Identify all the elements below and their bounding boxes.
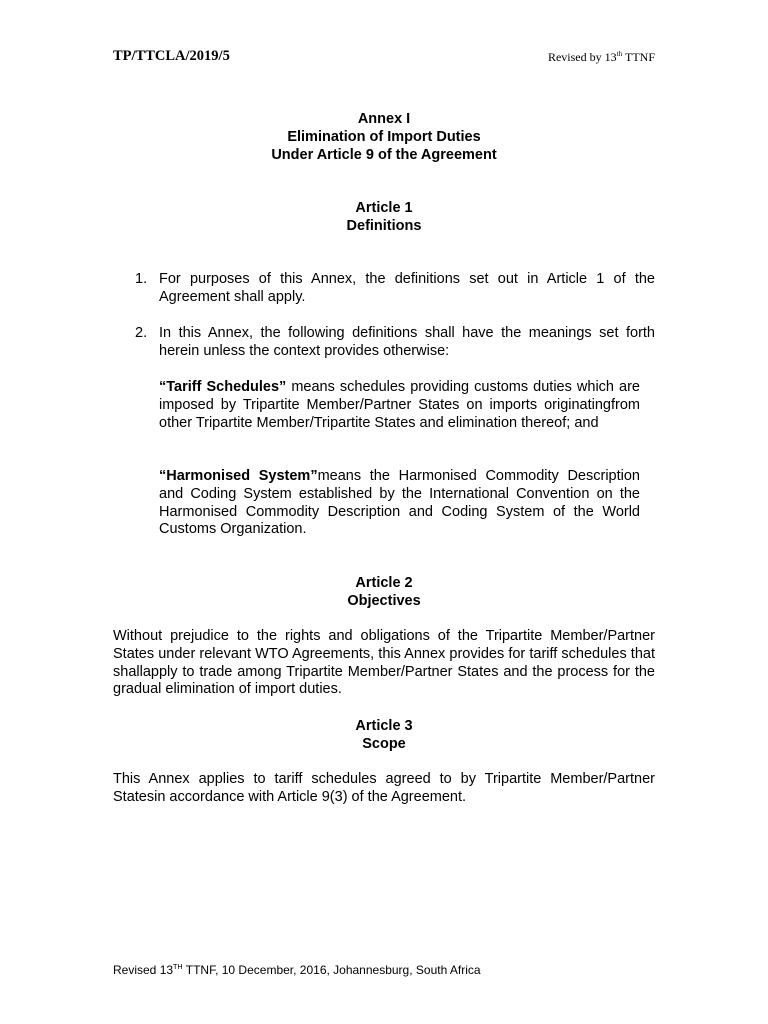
annex-title (113, 110, 655, 164)
page-footer (113, 963, 481, 977)
article2-subheading: Objectives (347, 593, 421, 609)
footer-suffix: TTNF, 10 December, 2016, Johannesburg, South Africa (182, 963, 481, 977)
annex-title-line1: Annex I (357, 111, 411, 127)
definitions-list-2 (113, 325, 655, 361)
article1-heading-block (113, 199, 655, 235)
article2-paragraph: Without prejudice to the rights and obligations of the Tripartite Member/Partner States under relevant WTO Agreements, this Annex provides for tariff schedules that shallapply to trade among Tripartite Member/Partner States and the process for the gradual elimination of import duties. (113, 628, 655, 698)
list-item-number: 2. (135, 325, 148, 341)
revision-note (548, 50, 655, 65)
revision-note-suffix: TTNF (622, 50, 655, 64)
article3-subheading: Scope (362, 736, 406, 752)
footer-sup: TH (173, 962, 183, 971)
definition-text: means schedules providing customs duties which are imposed by Tripartite Member/Partner States on imports originatingfrom other Tripartite Member/Tripartite States and elimination thereof; and (159, 379, 640, 431)
list-item (113, 325, 655, 361)
article1-heading: Article 1 (355, 200, 413, 216)
footer-prefix: Revised 13 (113, 963, 174, 977)
list-item-text: For purposes of this Annex, the definitions set out in Article 1 of the Agreement shall apply. (159, 271, 655, 305)
revision-note-sup: th (616, 50, 623, 58)
article3-paragraph: This Annex applies to tariff schedules agreed to by Tripartite Member/Partner Statesin accordance with Article 9(3) of the Agreement. (113, 771, 655, 805)
list-item-text: In this Annex, the following definitions shall have the meanings set forth herein unless the context provides otherwise: (159, 325, 655, 359)
definitions-list (113, 271, 655, 307)
revision-note-prefix: Revised by 13 (547, 50, 617, 64)
article3-heading: Article 3 (355, 718, 413, 734)
list-item-number: 1. (135, 271, 148, 287)
document-reference: TP/TTCLA/2019/5 (113, 48, 230, 64)
article3-heading-block (113, 717, 655, 753)
definition-text: means the Harmonised Commodity Description and Coding System established by the International Convention on the Harmonised Commodity Description and Coding System of the World Customs Organization. (159, 468, 640, 538)
article1-subheading: Definitions (346, 218, 422, 234)
definition-harmonised-system (159, 468, 640, 539)
list-item (113, 271, 655, 307)
definition-term: “Tariff Schedules” (159, 379, 287, 395)
definition-term: “Harmonised System” (159, 468, 318, 484)
annex-title-line2: Elimination of Import Duties (287, 129, 481, 145)
article2-heading: Article 2 (355, 575, 413, 591)
definition-tariff-schedules (159, 379, 640, 432)
article2-heading-block (113, 574, 655, 610)
annex-title-line3: Under Article 9 of the Agreement (271, 147, 497, 163)
